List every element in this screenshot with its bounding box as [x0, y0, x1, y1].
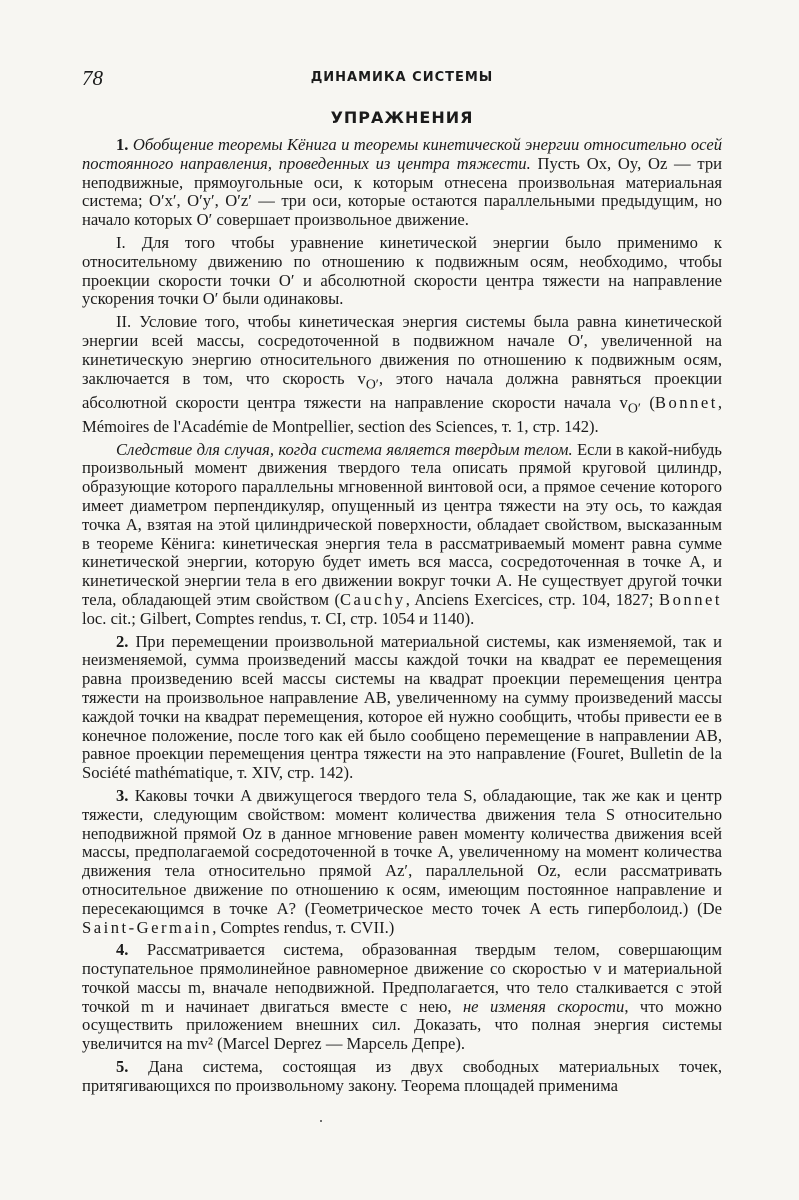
exercise-3 — [82, 787, 722, 937]
exercise-3-text-a: Каковы точки A движущегося твердого тела S, обладающие, так же как и центр тяжести, следующим свойством: момент количества движения тела S относительно неподвижной прямой Oz в данное мгновение равен моменту количества движения всей массы, предполагаемой сосредоточенной в точке A, увеличенному на момент количества движения тела относительно прямой Az′, параллельной Oz, если рассматривать относительное движение по отношению к осям, имеющим постоянное направление и пересекающимся в точке A? (Геометрическое место точек A есть гиперболоид.) (De — [82, 785, 723, 918]
corollary-text-c: loc. cit.; Gilbert, Comptes rendus, т. CI, стр. 1054 и 1140). — [82, 608, 475, 628]
exercise-1-part-1: I. Для того чтобы уравнение кинетической энергии было применимо к относительному движению по отношению к подвижным осям, необходимо, чтобы проекции скорости точки O′ и абсолютной скорости центра тяжести на направление ускорения точки O′ были одинаковы. — [82, 232, 722, 309]
exercise-2-text: При перемещении произвольной материальной системы, как изменяемой, так и неизменяемой, сумма произведений массы каждой точки на квадрат ее перемещения равна произведению всей массы системы на квадрат проекции перемещения центра тяжести на произвольное направление AB, увеличенному на сумму произведений массы каждой точки на квадрат перемещения, которое ей нужно сообщить, чтобы привести ее в конечное положение, после того как ей было сообщено перемещение в направлении AB, равное проекции перемещения центра тяжести на это направление (Fouret, Bulletin de la Société mathématique, т. XIV, стр. 142). — [82, 631, 722, 783]
exercises-body — [82, 136, 722, 1100]
author-saint-germain: Saint-Germain — [82, 917, 213, 937]
part-2-text-d: , Mémoires de l'Académie de Montpellier, section des Sciences, т. 1, стр. 142). — [82, 392, 722, 436]
exercise-1-text: Пусть Ox, Oy, Oz — три неподвижные, прямоугольные оси, к которым отнесена произвольная материальная система; O′x′, O′y′, O′z′ — три оси, которые остаются параллельными предыдущим, но начало которых O′ совершает произвольное движение. — [82, 153, 723, 230]
exercise-1-number: 1. — [116, 135, 129, 154]
author-bonnet: Bonnet — [654, 392, 718, 412]
exercise-1-corollary — [82, 441, 722, 629]
author-cauchy: Cauchy — [339, 589, 406, 609]
exercise-2 — [82, 633, 722, 783]
corollary-text-a: Если в какой-нибудь произвольный момент движения твердого тела описать прямой круговой цилиндр, образующие которого параллельны мгновенной винтовой оси, а прямое сечение которого имеет диаметром перпендикуляр, опущенный из центра тяжести на эту ось, то каждая точка A, взятая на этой цилиндрической поверхности, обладает свойством, высказанным в теореме Кёнига: кинетическая энергия тела в рассматриваемый момент равна сумме кинетической энергии, которую будет иметь вся масса, сосредоточенная в точке A, и кинетической энергии тела в его движении вокруг точки A. Не существует другой точки тела, обладающей этим свойством ( — [82, 439, 722, 609]
running-head — [82, 66, 722, 92]
page-number: 78 — [82, 66, 103, 90]
exercise-3-number: 3. — [116, 785, 129, 805]
exercise-4-text-b: , что можно осуществить приложением внешних сил. Доказать, что полная энергия системы увеличится на mv² (Marcel Deprez — Марсель Депре). — [82, 996, 722, 1054]
part-2-subscript-2: O′ — [627, 399, 641, 415]
print-speck — [320, 1120, 322, 1122]
exercise-5-number: 5. — [116, 1057, 129, 1077]
exercise-4-text-a: Рассматривается система, образованная твердым телом, совершающим поступательное прямолинейное равномерное движение со скоростью v и материальной точкой массы m, вначале неподвижной. Предполагается, что тело сталкивается с этой точкой m и начинает двигаться вместе с нею, — [82, 940, 722, 1016]
exercise-2-number: 2. — [116, 631, 129, 651]
exercise-4-emphasis: не изменяя скорости — [462, 996, 625, 1016]
exercise-5-text: Дана система, состоящая из двух свободных материальных точек, притягивающихся по произвольному закону. Теорема площадей применима — [82, 1057, 722, 1095]
corollary-text-b: , Anciens Exercices, стр. 104, 1827; — [405, 589, 660, 609]
exercise-4 — [82, 941, 722, 1054]
corollary-title: Следствие для случая, когда система является твердым телом. — [116, 439, 573, 459]
exercise-4-number: 4. — [116, 940, 129, 960]
part-2-text-c: ( — [640, 392, 655, 412]
exercise-3-text-b: , Comptes rendus, т. CVII.) — [212, 917, 395, 937]
exercise-1-title: Обобщение теоремы Кёнига и теоремы кинетической энергии относительно осей постоянного направления, проведенных из центра тяжести. — [82, 135, 722, 173]
part-2-text-a: II. Условие того, чтобы кинетическая энергия системы была равна кинетической энергии всей массы, сосредоточенной в подвижном начале O′, увеличенной на кинетическую энергию относительного движения по отношению к подвижным осям, заключается в том, что скорость v — [82, 312, 722, 388]
section-title: УПРАЖНЕНИЯ — [330, 108, 474, 127]
exercise-1-part-2 — [82, 313, 722, 436]
part-2-subscript: O′ — [365, 375, 379, 391]
author-bonnet-2: Bonnet — [659, 589, 722, 609]
exercise-1-intro — [82, 136, 722, 230]
exercise-5 — [82, 1058, 722, 1096]
running-title: ДИНАМИКА СИСТЕМЫ — [310, 70, 494, 85]
part-2-text-b: , этого начала должна равняться проекции абсолютной скорости центра тяжести на направление скорости начала v — [82, 368, 722, 412]
